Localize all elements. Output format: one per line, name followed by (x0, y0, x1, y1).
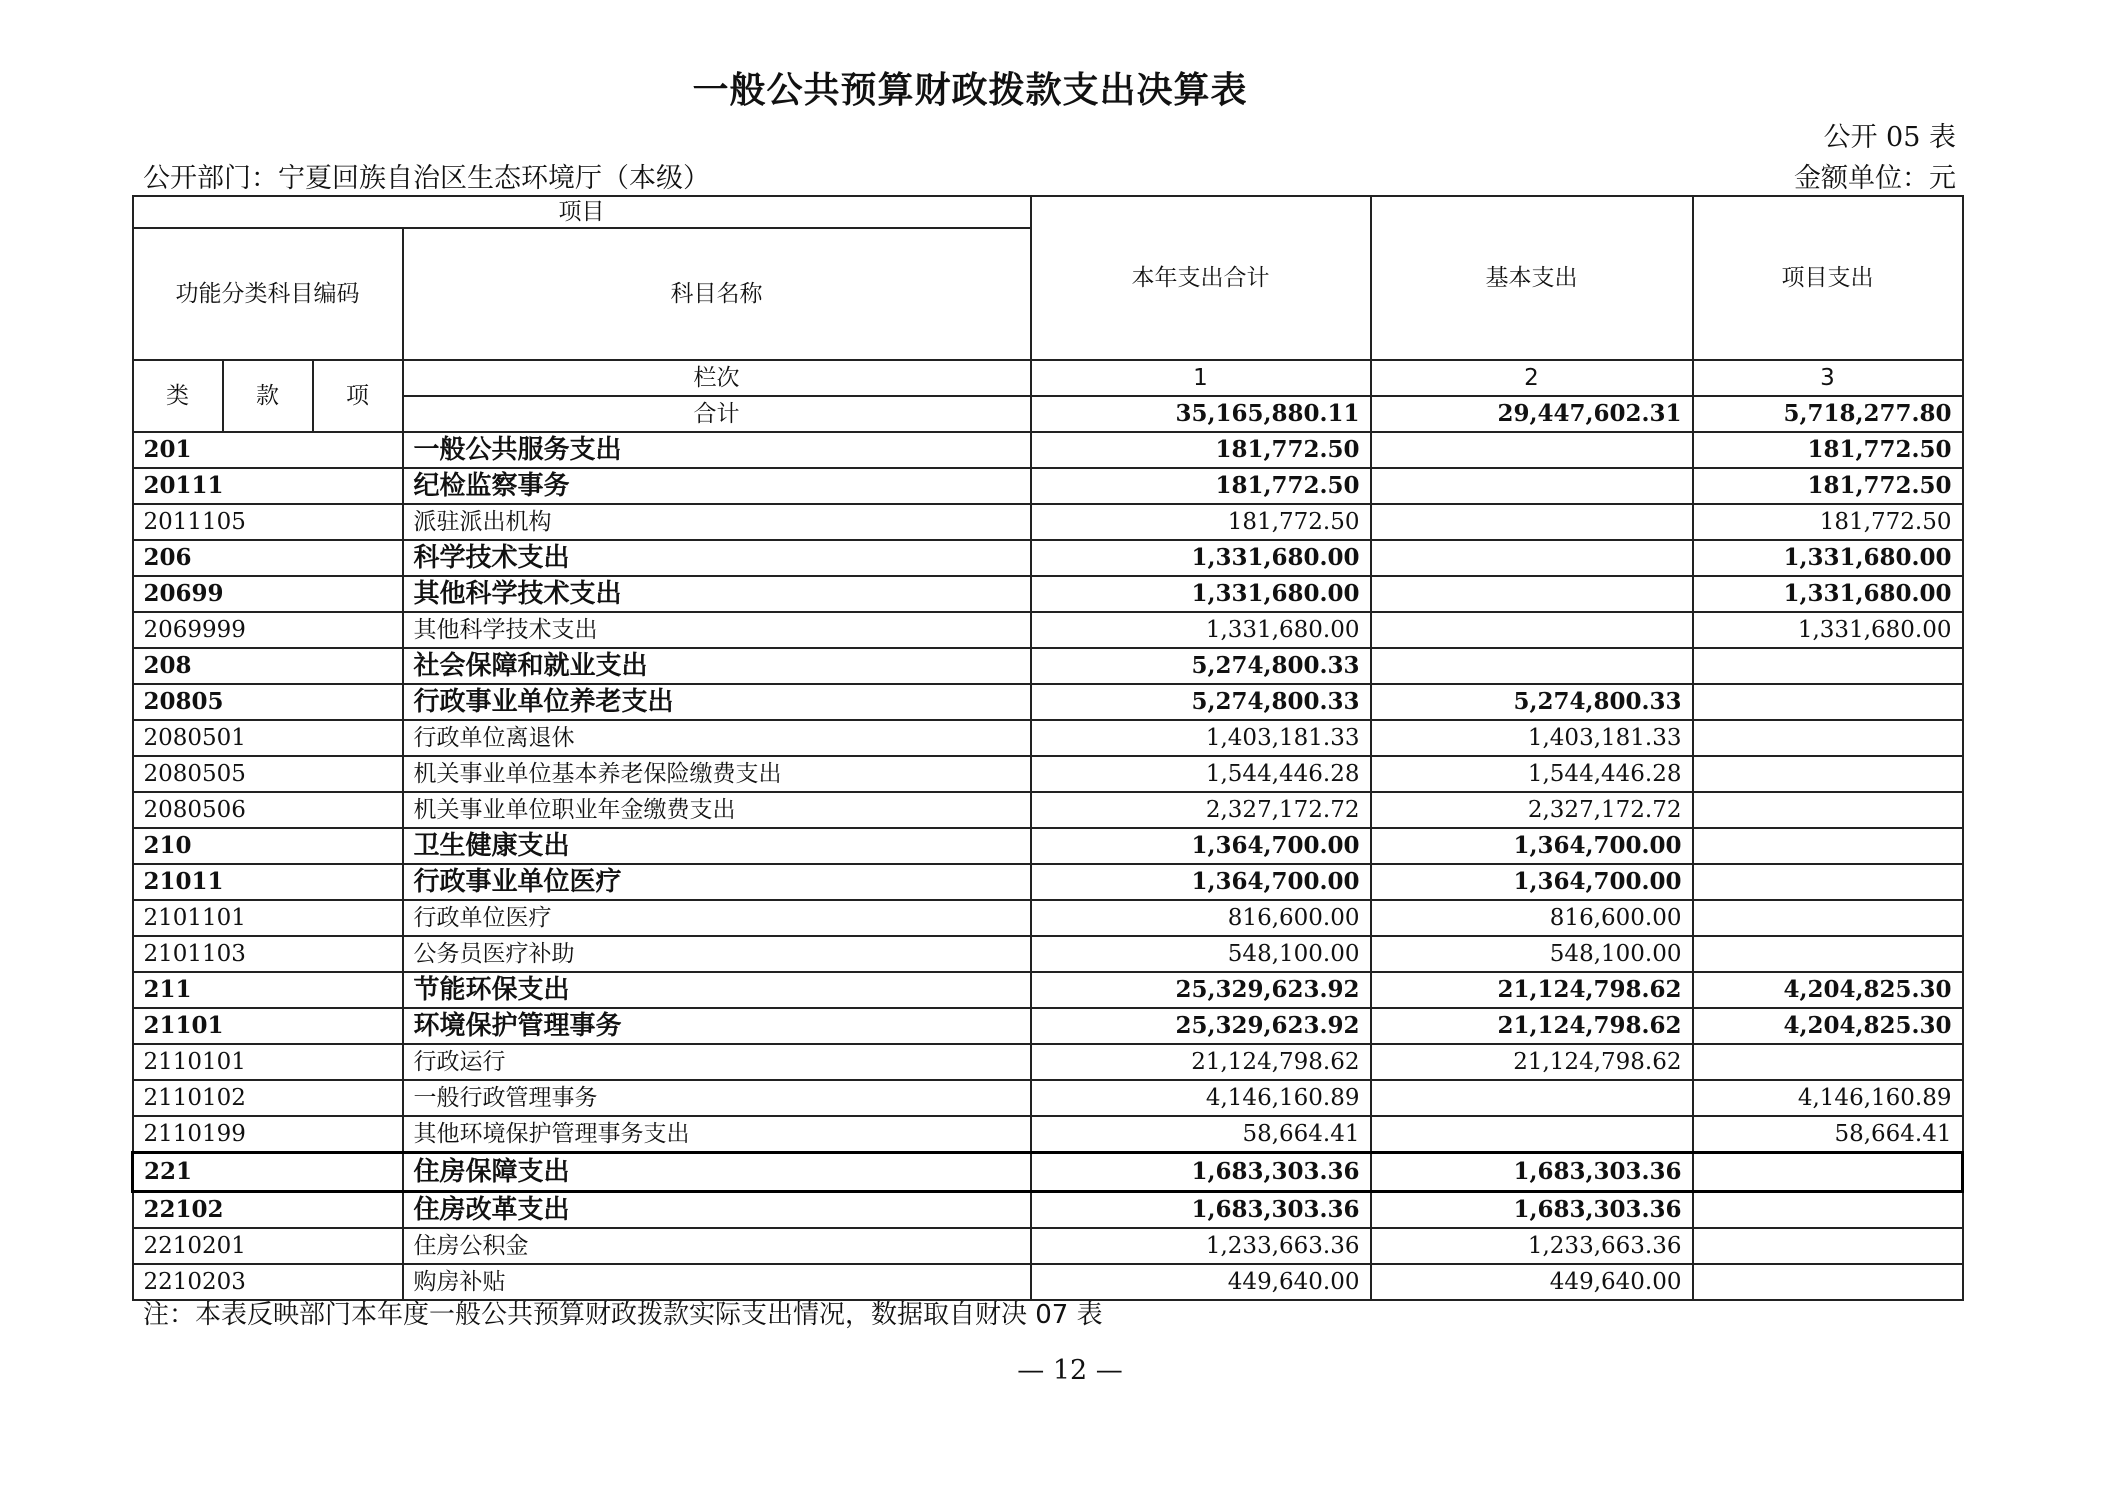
cell-total: 21,124,798.62 (1031, 1044, 1371, 1080)
cell-total: 181,772.50 (1031, 468, 1371, 504)
table-row (133, 828, 1963, 864)
table-row (133, 936, 1963, 972)
table-number: 公开 05 表 (1823, 122, 1956, 153)
cell-project (1693, 1044, 1963, 1080)
cell-total: 2,327,172.72 (1031, 792, 1371, 828)
sum-project: 5,718,277.80 (1693, 396, 1963, 432)
header-column-index: 栏次 (403, 360, 1031, 396)
cell-project (1693, 1192, 1963, 1229)
cell-name: 住房保障支出 (403, 1153, 1031, 1192)
cell-basic: 21,124,798.62 (1371, 1008, 1693, 1044)
footnote: 注：本表反映部门本年度一般公共预算财政拨款实际支出情况，数据取自财决 07 表 (143, 1300, 1103, 1330)
cell-total: 1,683,303.36 (1031, 1192, 1371, 1229)
cell-code: 201 (133, 432, 403, 468)
cell-basic (1371, 468, 1693, 504)
header-col3: 3 (1693, 360, 1963, 396)
header-basic: 基本支出 (1371, 196, 1693, 360)
cell-total: 181,772.50 (1031, 504, 1371, 540)
table-row (133, 972, 1963, 1008)
cell-project: 4,146,160.89 (1693, 1080, 1963, 1116)
header-col1: 1 (1031, 360, 1371, 396)
cell-name: 社会保障和就业支出 (403, 648, 1031, 684)
cell-name: 公务员医疗补助 (403, 936, 1031, 972)
table-row (133, 1192, 1963, 1229)
cell-basic (1371, 540, 1693, 576)
table-row (133, 792, 1963, 828)
cell-basic: 816,600.00 (1371, 900, 1693, 936)
sum-total: 35,165,880.11 (1031, 396, 1371, 432)
cell-basic: 449,640.00 (1371, 1264, 1693, 1300)
table-row (133, 540, 1963, 576)
cell-project: 181,772.50 (1693, 468, 1963, 504)
cell-total: 1,364,700.00 (1031, 864, 1371, 900)
table-row (133, 1008, 1963, 1044)
cell-code: 208 (133, 648, 403, 684)
cell-name: 一般行政管理事务 (403, 1080, 1031, 1116)
cell-project (1693, 936, 1963, 972)
cell-name: 其他科学技术支出 (403, 576, 1031, 612)
table-row (133, 612, 1963, 648)
cell-total: 449,640.00 (1031, 1264, 1371, 1300)
table-row (133, 1116, 1963, 1153)
cell-basic: 1,364,700.00 (1371, 828, 1693, 864)
cell-name: 行政事业单位医疗 (403, 864, 1031, 900)
cell-name: 一般公共服务支出 (403, 432, 1031, 468)
table-row (133, 504, 1963, 540)
cell-total: 548,100.00 (1031, 936, 1371, 972)
cell-code: 20111 (133, 468, 403, 504)
cell-project (1693, 1228, 1963, 1264)
cell-total: 1,331,680.00 (1031, 576, 1371, 612)
cell-name: 卫生健康支出 (403, 828, 1031, 864)
cell-project (1693, 756, 1963, 792)
cell-code: 2080506 (133, 792, 403, 828)
cell-basic: 21,124,798.62 (1371, 1044, 1693, 1080)
cell-basic (1371, 1080, 1693, 1116)
header-name: 科目名称 (403, 228, 1031, 360)
cell-project (1693, 828, 1963, 864)
cell-total: 1,544,446.28 (1031, 756, 1371, 792)
table-row (133, 756, 1963, 792)
cell-basic: 1,364,700.00 (1371, 864, 1693, 900)
cell-total: 1,403,181.33 (1031, 720, 1371, 756)
cell-total: 5,274,800.33 (1031, 684, 1371, 720)
cell-basic: 1,544,446.28 (1371, 756, 1693, 792)
cell-code: 22102 (133, 1192, 403, 1229)
cell-basic (1371, 648, 1693, 684)
cell-code: 2101101 (133, 900, 403, 936)
table-row (133, 1044, 1963, 1080)
table-row (133, 468, 1963, 504)
cell-basic: 1,683,303.36 (1371, 1192, 1693, 1229)
page-number: — 12 — (1017, 1355, 1123, 1386)
cell-name: 购房补贴 (403, 1264, 1031, 1300)
cell-basic (1371, 504, 1693, 540)
cell-code: 20805 (133, 684, 403, 720)
cell-project (1693, 900, 1963, 936)
cell-name: 住房改革支出 (403, 1192, 1031, 1229)
cell-name: 派驻派出机构 (403, 504, 1031, 540)
cell-code: 2110199 (133, 1116, 403, 1153)
cell-total: 25,329,623.92 (1031, 972, 1371, 1008)
cell-total: 4,146,160.89 (1031, 1080, 1371, 1116)
header-item: 项目 (133, 196, 1031, 228)
sum-basic: 29,447,602.31 (1371, 396, 1693, 432)
cell-project (1693, 720, 1963, 756)
cell-name: 节能环保支出 (403, 972, 1031, 1008)
cell-code: 2210203 (133, 1264, 403, 1300)
cell-name: 行政单位医疗 (403, 900, 1031, 936)
cell-project (1693, 648, 1963, 684)
cell-name: 机关事业单位职业年金缴费支出 (403, 792, 1031, 828)
cell-basic: 548,100.00 (1371, 936, 1693, 972)
cell-basic (1371, 432, 1693, 468)
cell-code: 210 (133, 828, 403, 864)
cell-basic: 2,327,172.72 (1371, 792, 1693, 828)
table-row (133, 900, 1963, 936)
cell-code: 21011 (133, 864, 403, 900)
cell-total: 58,664.41 (1031, 1116, 1371, 1153)
cell-project (1693, 864, 1963, 900)
cell-total: 1,683,303.36 (1031, 1153, 1371, 1192)
page-title: 一般公共预算财政拨款支出决算表 (692, 70, 1248, 111)
cell-code: 21101 (133, 1008, 403, 1044)
cell-total: 1,331,680.00 (1031, 612, 1371, 648)
cell-code: 2210201 (133, 1228, 403, 1264)
cell-name: 机关事业单位基本养老保险缴费支出 (403, 756, 1031, 792)
cell-code: 206 (133, 540, 403, 576)
cell-basic (1371, 612, 1693, 648)
cell-code: 2069999 (133, 612, 403, 648)
cell-total: 25,329,623.92 (1031, 1008, 1371, 1044)
header-total: 本年支出合计 (1031, 196, 1371, 360)
table-row (133, 432, 1963, 468)
header-xiang: 项 (313, 360, 403, 432)
table-row (133, 684, 1963, 720)
cell-total: 1,364,700.00 (1031, 828, 1371, 864)
sum-label: 合计 (403, 396, 1031, 432)
cell-name: 纪检监察事务 (403, 468, 1031, 504)
cell-basic: 1,403,181.33 (1371, 720, 1693, 756)
table-row (133, 864, 1963, 900)
cell-project: 1,331,680.00 (1693, 576, 1963, 612)
header-col2: 2 (1371, 360, 1693, 396)
cell-project (1693, 684, 1963, 720)
header-code: 功能分类科目编码 (133, 228, 403, 360)
table-row (133, 1080, 1963, 1116)
cell-name: 其他科学技术支出 (403, 612, 1031, 648)
cell-total: 181,772.50 (1031, 432, 1371, 468)
cell-name: 住房公积金 (403, 1228, 1031, 1264)
cell-project: 4,204,825.30 (1693, 1008, 1963, 1044)
cell-basic: 1,683,303.36 (1371, 1153, 1693, 1192)
cell-name: 环境保护管理事务 (403, 1008, 1031, 1044)
department-label: 公开部门：宁夏回族自治区生态环境厅（本级） (143, 163, 710, 194)
cell-project: 58,664.41 (1693, 1116, 1963, 1153)
cell-name: 行政运行 (403, 1044, 1031, 1080)
unit-label: 金额单位：元 (1794, 163, 1956, 194)
cell-project: 181,772.50 (1693, 504, 1963, 540)
cell-basic (1371, 576, 1693, 612)
header-project: 项目支出 (1693, 196, 1963, 360)
cell-project (1693, 1153, 1963, 1192)
cell-project: 181,772.50 (1693, 432, 1963, 468)
cell-total: 5,274,800.33 (1031, 648, 1371, 684)
cell-name: 行政事业单位养老支出 (403, 684, 1031, 720)
table-row (133, 576, 1963, 612)
cell-basic: 1,233,663.36 (1371, 1228, 1693, 1264)
expenditure-table (131, 195, 1964, 1301)
cell-code: 2011105 (133, 504, 403, 540)
cell-code: 2080505 (133, 756, 403, 792)
header-lei: 类 (133, 360, 223, 432)
cell-project: 1,331,680.00 (1693, 540, 1963, 576)
cell-name: 行政单位离退休 (403, 720, 1031, 756)
cell-total: 1,331,680.00 (1031, 540, 1371, 576)
table-row (133, 720, 1963, 756)
cell-code: 2110102 (133, 1080, 403, 1116)
cell-basic (1371, 1116, 1693, 1153)
cell-basic: 5,274,800.33 (1371, 684, 1693, 720)
cell-code: 20699 (133, 576, 403, 612)
cell-code: 2110101 (133, 1044, 403, 1080)
cell-code: 221 (133, 1153, 403, 1192)
cell-name: 其他环境保护管理事务支出 (403, 1116, 1031, 1153)
cell-project: 1,331,680.00 (1693, 612, 1963, 648)
table-row (133, 1153, 1963, 1192)
cell-total: 816,600.00 (1031, 900, 1371, 936)
cell-project (1693, 792, 1963, 828)
table-row (133, 648, 1963, 684)
cell-total: 1,233,663.36 (1031, 1228, 1371, 1264)
cell-project (1693, 1264, 1963, 1300)
table-row (133, 1228, 1963, 1264)
cell-basic: 21,124,798.62 (1371, 972, 1693, 1008)
cell-code: 2101103 (133, 936, 403, 972)
header-kuan: 款 (223, 360, 313, 432)
cell-code: 2080501 (133, 720, 403, 756)
cell-name: 科学技术支出 (403, 540, 1031, 576)
cell-code: 211 (133, 972, 403, 1008)
cell-project: 4,204,825.30 (1693, 972, 1963, 1008)
